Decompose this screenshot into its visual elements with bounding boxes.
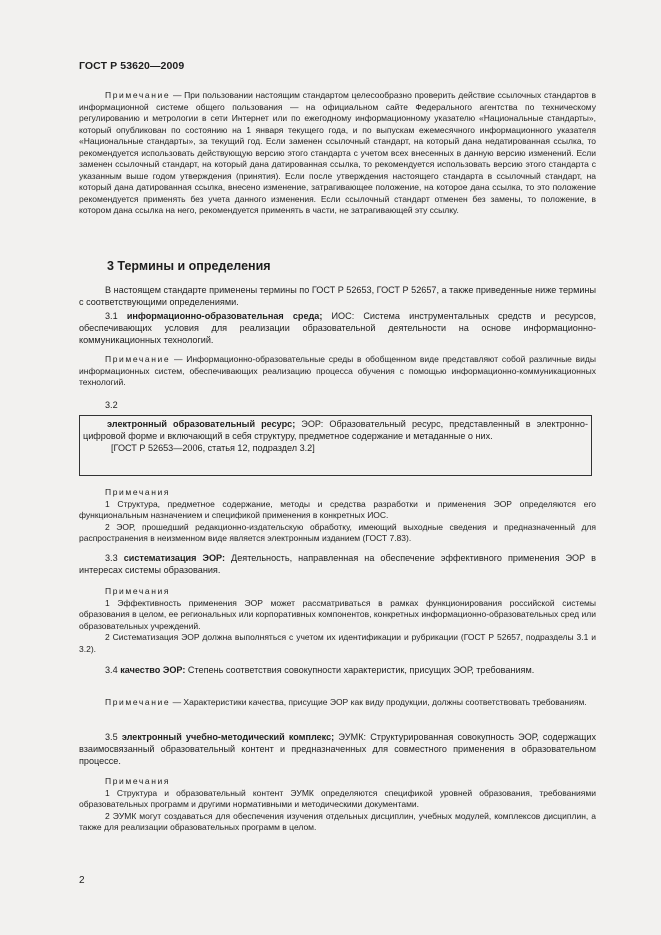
term-definition: Деятельность, направленная на обеспечение эффективного применения ЭОР в интересах системы образования. — [79, 553, 597, 575]
notes-3-3: Примечания 1 Эффективность применения ЭОР может рассматриваться в рамках функционирования российской системы образования в целом, ее региональных или корпоративных компонентов, конкретных информационно-образовательных сред или образовательных учреждений. 2 Систематизация ЭОР должна выполняться с учетом их идентификации и рубрикации (ГОСТ Р 52657, подразделы 3.1 и 3.2). — [79, 586, 596, 654]
term-name: информационно-образовательная среда; — [126, 311, 323, 321]
term-3-5: 3.5 электронный учебно-методический комплекс; ЭУМК: Структурированная совокупность ЭОР, содержащих взаимосвязанный образовательный контент и предназначенных для совместного применения в образовательном процессе. — [79, 732, 597, 766]
term-3-2-box — [79, 415, 592, 476]
page-number: 2 — [79, 875, 85, 886]
note-3-1: Примечание — Информационно-образовательные среды в обобщенном виде представляют собой различные виды информационных систем, обеспечивающих реализацию процесса обучения с помощью информационно-коммуникационных технологий. — [79, 354, 596, 387]
note-references — [79, 90, 596, 217]
term-3-3: 3.3 систематизация ЭОР: Деятельность, направленная на обеспечение эффективного применения ЭОР в интересах системы образования. — [79, 553, 597, 575]
section-title: 3 Термины и определения — [107, 259, 271, 273]
term-definition: ЭОР: Образовательный ресурс, представленный в электронно-цифровой форме и включающий в себя структуру, предметное содержание и метаданные о них. — [83, 419, 588, 441]
note-3-4: Примечание — Характеристики качества, присущие ЭОР как виду продукции, должны соответствовать требованиям. — [105, 697, 587, 707]
section-intro: В настоящем стандарте применены термины по ГОСТ Р 52653, ГОСТ Р 52657, а также приведенные ниже термины с соответствующими определениями. — [79, 285, 596, 307]
term-3-4: 3.4 качество ЭОР: Степень соответствия совокупности характеристик, присущих ЭОР, требованиям. — [105, 665, 535, 675]
term-definition: ЭУМК: Структурированная совокупность ЭОР, содержащих взаимосвязанный образовательный контент и предназначенных для совместного применения в образовательном процессе. — [79, 732, 597, 766]
note-label: Примечание — [105, 90, 171, 100]
term-name: электронный учебно-методический комплекс; — [121, 732, 335, 742]
term-name: систематизация ЭОР: — [123, 553, 226, 563]
term-source-reference: [ГОСТ Р 52653—2006, статья 12, подраздел 3.2] — [111, 443, 315, 453]
term-name: качество ЭОР: — [120, 665, 186, 675]
term-definition: ИОС: Система инструментальных средств и ресурсов, обеспечивающих условия для реализации образовательной деятельности на основе информационно-коммуникационных технологий. — [79, 311, 596, 345]
term-definition: Степень соответствия совокупности характеристик, присущих ЭОР, требованиям. — [185, 665, 535, 675]
term-3-1: 3.1 информационно-образовательная среда; ИОС: Система инструментальных средств и ресурсов, обеспечивающих условия для реализации образовательной деятельности на основе информационно-коммуникационных технологий. — [79, 311, 596, 345]
notes-3-2: Примечания 1 Структура, предметное содержание, методы и средства разработки и применения ЭОР определяются его функциональным назначением и спецификой применения в конкретных ИОС. 2 ЭОР, прошедший редакционно-издательскую обработку, имеющий выходные сведения и предназначенный для распространения в неизменном виде является электронным изданием (ГОСТ 7.83). — [79, 487, 596, 543]
term-3-2-number: 3.2 — [105, 400, 118, 410]
standard-header: ГОСТ Р 53620—2009 — [79, 60, 185, 72]
notes-3-5: Примечания 1 Структура и образовательный контент ЭУМК определяются спецификой уровней образования, требованиями образовательных программ и другими нормативными и методическими документами. 2 ЭУМК могут создаваться для обеспечения изучения отдельных дисциплин, учебных модулей, комплексов дисциплин, а также для реализации образовательных программ в целом. — [79, 776, 596, 832]
note-text: — При пользовании настоящим стандартом целесообразно проверить действие ссылочных стандартов в информационной системе общего пользования — на официальном сайте Федерального агентства по техническому регулированию и метрологии в сети Интернет или по ежегодному информационному указателю «Национальные стандарты», который опубликован по состоянию на 1 января текущего года, и по выпускам ежемесячного информационного указателя «Национальные стандарты», за текущий год. Если заменен ссылочный стандарт, на который дана недатированная ссылка, то рекомендуется использовать действующую версию этого стандарта с учетом всех внесенных в данную версию изменений. Если заменен ссылочный стандарт, на который дана датированная ссылка, то рекомендуется использовать версию этого стандарта с указанным выше годом утверждения (принятия). Если после утверждения настоящего стандарта в ссылочный стандарт, на который дана датированная ссылка, внесено изменение, затрагивающее положение, на которое дана ссылка, то это положение рекомендуется применять без учета данного изменения. Если ссылочный стандарт отменен без замены, то положение, в котором дана ссылка на него, рекомендуется применять в части, не затрагивающей эту ссылку. — [79, 90, 596, 215]
term-name: электронный образовательный ресурс; — [107, 419, 296, 429]
